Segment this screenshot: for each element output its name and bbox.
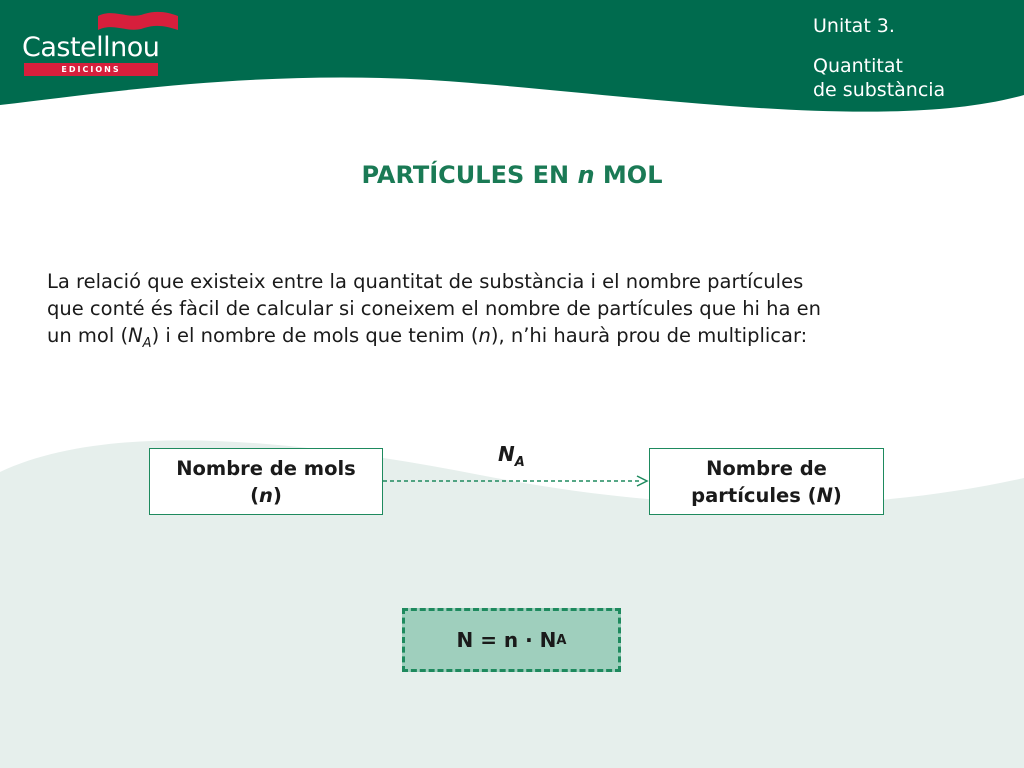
moles-box	[149, 448, 383, 515]
logo-tagline: EDICIONS	[24, 63, 158, 76]
moles-box-variable: (n)	[250, 483, 282, 507]
paragraph-line: un mol $(N_A)$ i el nombre de mols que tenim (n), n’hi haurà prou de multiplicar:	[47, 324, 808, 351]
title-prefix: PARTÍCULES EN	[361, 161, 578, 189]
unit-header	[813, 14, 945, 102]
unit-topic-line1: Quantitat	[813, 55, 903, 77]
paragraph-line: que conté és fàcil de calcular si coneixem el nombre de partícules que hi ha en	[47, 297, 822, 320]
title-suffix: MOL	[594, 161, 663, 189]
unit-topic-line2: de substància	[813, 79, 946, 101]
title-variable: n	[577, 161, 595, 189]
slide-title	[0, 160, 1024, 190]
logo-name: Castellnou	[22, 32, 160, 63]
particles-box-variable: partícules (N)	[691, 483, 842, 507]
paragraph-line: La relació que existeix entre la quantitat de substància i el nombre partícules	[47, 270, 804, 293]
moles-box-label: Nombre de mols	[176, 456, 356, 480]
unit-number: Unitat 3.	[813, 15, 895, 37]
formula-subscript: A	[556, 632, 567, 648]
body-paragraph	[47, 268, 977, 357]
formula-box	[402, 608, 621, 672]
formula-text: N = n · N	[456, 628, 557, 652]
castellnou-logo	[22, 10, 162, 78]
particles-box	[649, 448, 884, 515]
avogadro-label: $N_A$	[498, 442, 525, 470]
dashed-arrow	[383, 474, 649, 488]
particles-box-label: Nombre de	[706, 456, 827, 480]
